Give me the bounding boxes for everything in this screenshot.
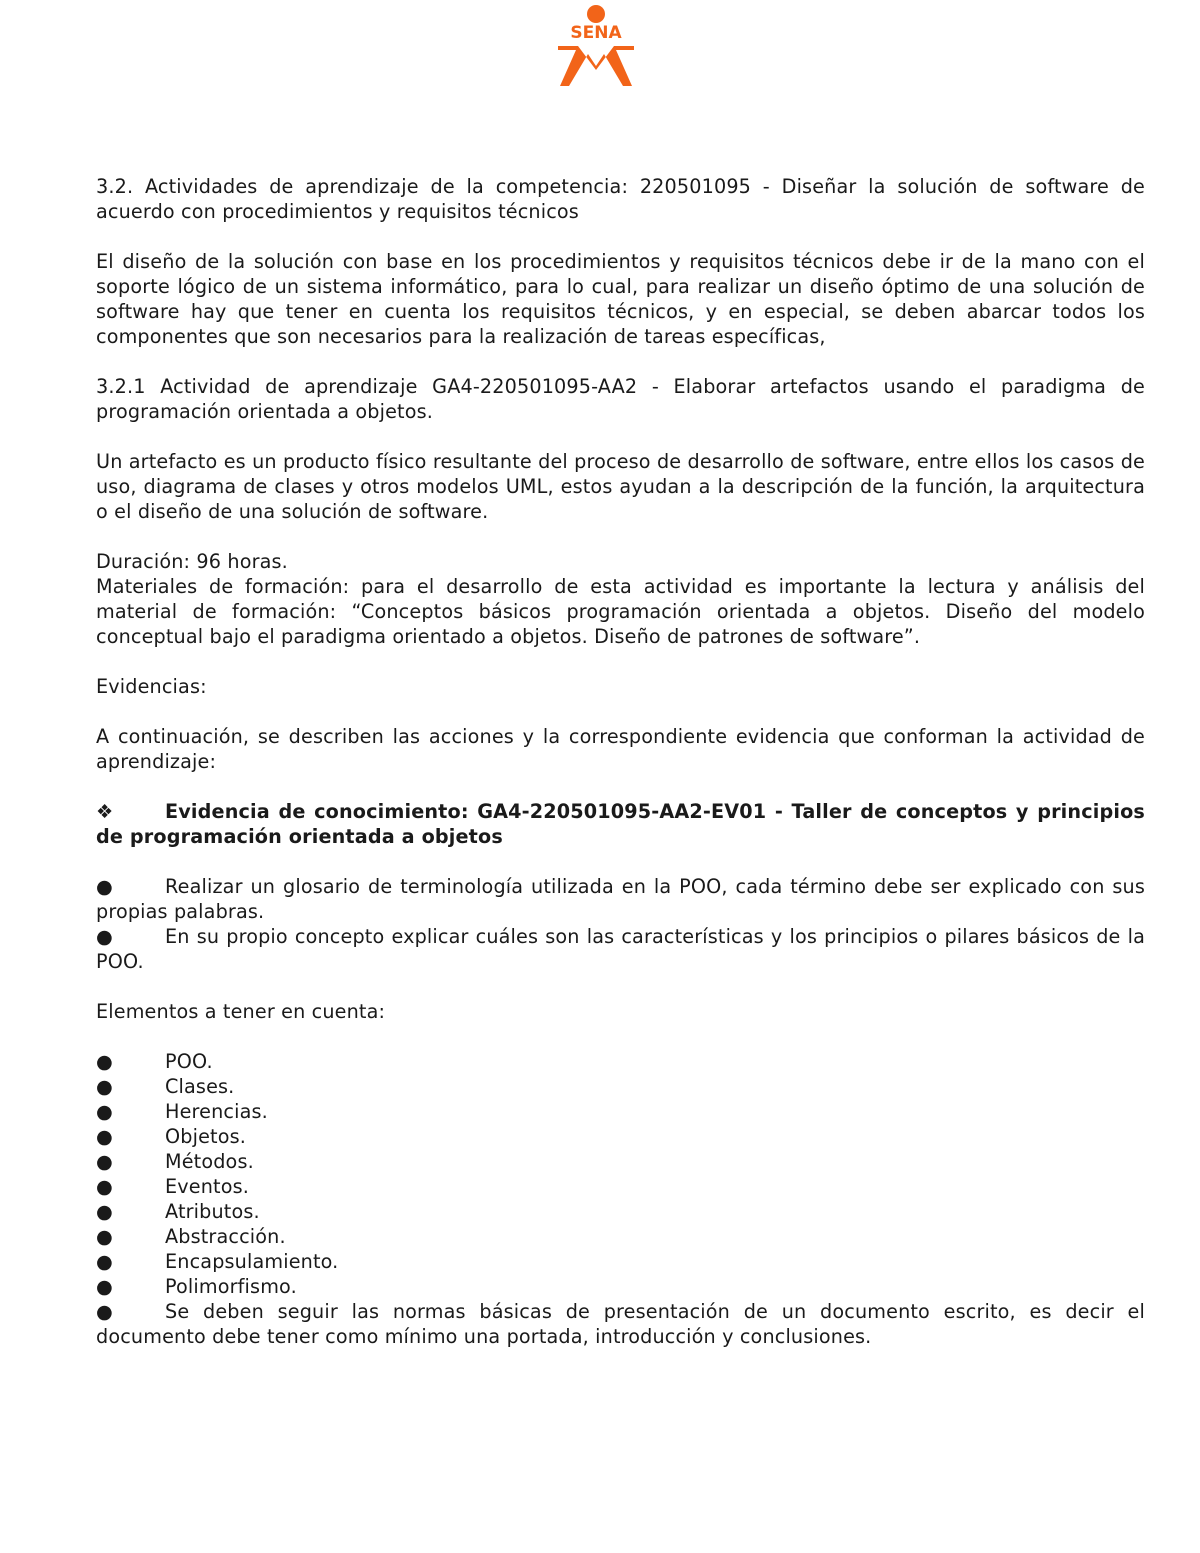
bullet-icon: ● (96, 1075, 113, 1098)
bullet-icon: ● (96, 1300, 113, 1323)
list-item-text: Clases. (165, 1075, 235, 1098)
list-item (96, 1049, 1145, 1074)
bullet-icon: ● (96, 875, 113, 898)
bullet-icon: ● (96, 1200, 113, 1223)
task-text: En su propio concepto explicar cuáles son las características y los principios o pilares básicos de la POO. (96, 925, 1145, 973)
activity-title: 3.2.1 Actividad de aprendizaje GA4-220501095-AA2 - Elaborar artefactos usando el paradigma de programación orientada a objetos. (96, 375, 1145, 423)
section-title: 3.2. Actividades de aprendizaje de la competencia: 220501095 - Diseñar la solución de software de acuerdo con procedimientos y requisitos técnicos (96, 175, 1145, 223)
final-note-text: Se deben seguir las normas básicas de presentación de un documento escrito, es decir el documento debe tener como mínimo una portada, introducción y conclusiones. (96, 1300, 1145, 1348)
diamond-bullet-icon: ❖ (96, 800, 114, 823)
bullet-icon: ● (96, 1175, 113, 1198)
evidences-label: Evidencias: (96, 675, 207, 698)
list-item-text: Métodos. (165, 1150, 254, 1173)
bullet-icon: ● (96, 1275, 113, 1298)
list-item (96, 1174, 1145, 1199)
list-item (96, 1199, 1145, 1224)
elements-label: Elementos a tener en cuenta: (96, 1000, 386, 1023)
list-item (96, 1074, 1145, 1099)
list-item (96, 1274, 1145, 1299)
list-item (96, 1149, 1145, 1174)
evidence-heading-text: Evidencia de conocimiento: GA4-220501095-AA2-EV01 - Taller de conceptos y principios de programación orientada a objetos (96, 800, 1145, 848)
list-item-text: Objetos. (165, 1125, 246, 1148)
materials-paragraph: Materiales de formación: para el desarrollo de esta actividad es importante la lectura y análisis del material de formación: “Conceptos básicos programación orientada a objetos. Diseño del modelo conceptual bajo el paradigma orientado a objetos. Diseño de patrones de software”. (96, 575, 1145, 648)
bullet-icon: ● (96, 1125, 113, 1148)
list-item-text: Polimorfismo. (165, 1275, 297, 1298)
list-item (96, 1224, 1145, 1249)
bullet-icon: ● (96, 1150, 113, 1173)
list-item (96, 1099, 1145, 1124)
duration-text: Duración: 96 horas. (96, 550, 288, 573)
bullet-icon: ● (96, 1250, 113, 1273)
bullet-icon: ● (96, 925, 113, 948)
bullet-icon: ● (96, 1050, 113, 1073)
list-item (96, 1249, 1145, 1274)
list-item-text: Herencias. (165, 1100, 268, 1123)
intro-paragraph: El diseño de la solución con base en los procedimientos y requisitos técnicos debe ir de la mano con el soporte lógico de un sistema informático, para lo cual, para realizar un diseño óptimo de una solución de software hay que tener en cuenta los requisitos técnicos, y en especial, se deben abarcar todos los componentes que son necesarios para la realización de tareas específicas, (96, 250, 1145, 348)
logo-wordmark: SENA (570, 23, 622, 43)
task-item (96, 924, 1145, 974)
evidence-heading (96, 799, 1145, 849)
list-item-text: Atributos. (165, 1200, 260, 1223)
list-item-text: Eventos. (165, 1175, 250, 1198)
list-item-text: Abstracción. (165, 1225, 286, 1248)
final-note (96, 1299, 1145, 1349)
task-item (96, 874, 1145, 924)
task-text: Realizar un glosario de terminología utilizada en la POO, cada término debe ser explicado con sus propias palabras. (96, 875, 1145, 923)
document-body (96, 174, 1145, 1349)
list-item-text: POO. (165, 1050, 213, 1073)
artifact-paragraph: Un artefacto es un producto físico resultante del proceso de desarrollo de software, entre ellos los casos de uso, diagrama de clases y otros modelos UML, estos ayudan a la descripción de la función, la arquitectura o el diseño de una solución de software. (96, 450, 1145, 523)
bullet-icon: ● (96, 1225, 113, 1248)
list-item-text: Encapsulamiento. (165, 1250, 339, 1273)
list-item (96, 1124, 1145, 1149)
bullet-icon: ● (96, 1100, 113, 1123)
sena-logo (552, 2, 640, 90)
evidences-intro: A continuación, se describen las acciones y la correspondiente evidencia que conforman la actividad de aprendizaje: (96, 725, 1145, 773)
